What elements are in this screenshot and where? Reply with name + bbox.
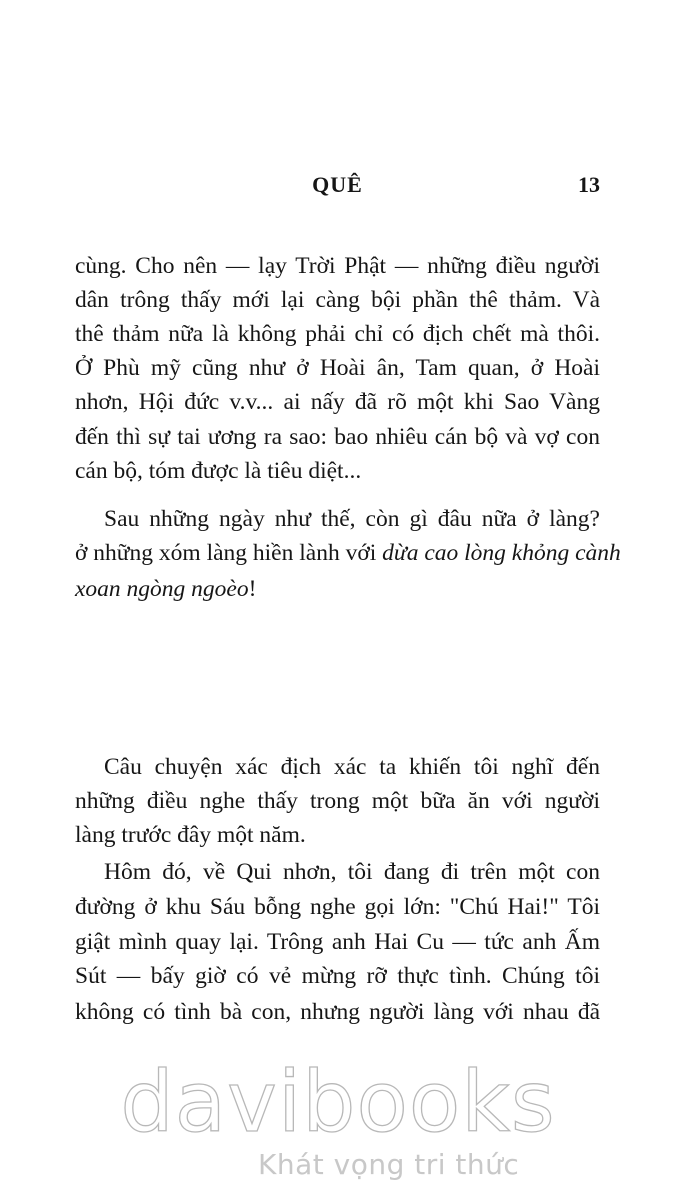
page-number: 13 — [578, 172, 600, 197]
text-line: Hôm đó, về Qui nhơn, tôi đang đi trên một con — [104, 859, 600, 885]
text-line: Sau những ngày như thế, còn gì đâu nữa ở làng? — [104, 506, 600, 532]
watermark-logo: davibooks — [120, 1053, 556, 1151]
text-line: cùng. Cho nên — lạy Trời Phật — những điều người — [75, 253, 600, 279]
italic-phrase: dừa cao lòng khỏng cành — [382, 540, 621, 566]
chapter-title: QUÊ — [312, 172, 363, 197]
text-line: thê thảm nữa là không phải chỉ có địch chết mà thôi. — [75, 321, 600, 347]
text-line — [75, 574, 600, 604]
italic-phrase: xoan ngòng ngoèo — [75, 576, 249, 602]
text-segment: ở những xóm làng hiền lành với — [75, 540, 383, 566]
text-segment: ! — [248, 576, 257, 602]
text-line: Ở Phù mỹ cũng như ở Hoài ân, Tam quan, ở Hoài — [75, 355, 600, 381]
text-line: không có tình bà con, nhưng người làng với nhau đã — [75, 999, 600, 1025]
text-line: Sút — bấy giờ có vẻ mừng rỡ thực tình. Chúng tôi — [75, 963, 600, 989]
text-line: đến thì sự tai ương ra sao: bao nhiêu cán bộ và vợ con — [75, 424, 600, 450]
text-line: dân trông thấy mới lại càng bội phần thê thảm. Và — [75, 287, 600, 313]
text-line: giật mình quay lại. Trông anh Hai Cu — tức anh Ấm — [75, 929, 600, 955]
text-line — [75, 538, 621, 568]
text-line: nhơn, Hội đức v.v... ai nấy đã rõ một khi Sao Vàng — [75, 389, 600, 415]
text-line: những điều nghe thấy trong một bữa ăn với người — [75, 788, 600, 814]
text-line: cán bộ, tóm được là tiêu diệt... — [75, 458, 362, 484]
watermark-tagline: Khát vọng tri thức — [258, 1148, 520, 1181]
watermark — [0, 1053, 700, 1181]
text-line: làng trước đây một năm. — [75, 822, 306, 848]
text-line: Câu chuyện xác địch xác ta khiến tôi nghĩ đến — [104, 754, 600, 780]
text-line: đường ở khu Sáu bỗng nghe gọi lớn: "Chú Hai!" Tôi — [75, 894, 600, 920]
running-head — [75, 172, 600, 202]
